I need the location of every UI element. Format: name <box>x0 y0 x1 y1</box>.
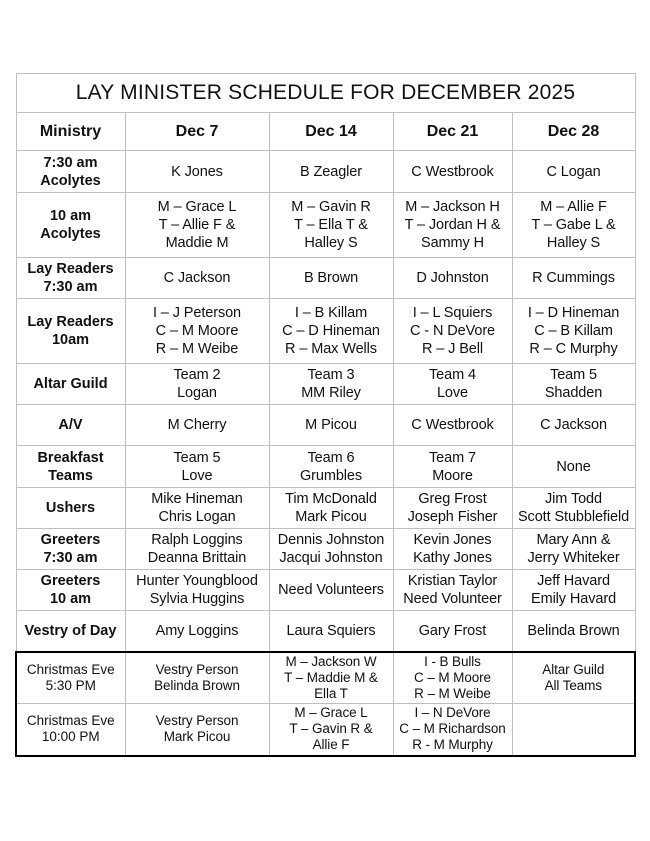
schedule-cell <box>512 193 635 258</box>
schedule-cell-line: Mike Hineman <box>151 491 243 507</box>
ministry-label <box>16 258 125 299</box>
schedule-cell-line: M – Jackson W <box>285 653 377 669</box>
schedule-cell <box>512 488 635 529</box>
schedule-cell-line: Greg Frost <box>418 491 487 507</box>
schedule-cell-line: Grumbles <box>299 467 363 484</box>
schedule-cell <box>125 488 269 529</box>
schedule-cell <box>125 364 269 405</box>
schedule-cell <box>269 446 393 488</box>
schedule-cell-line: Chris Logan <box>158 509 236 525</box>
schedule-cell-line: B Zeagler <box>300 163 362 180</box>
schedule-cell-line: Dennis Johnston <box>277 532 385 548</box>
schedule-cell-line: Gary Frost <box>418 622 487 639</box>
ministry-label-line: 7:30 am <box>43 550 98 566</box>
schedule-cell-line: Joseph Fisher <box>407 509 498 525</box>
schedule-cell-line: Ralph Loggins <box>151 532 243 548</box>
ministry-label-line: 10:00 PM <box>41 729 100 745</box>
schedule-table <box>15 73 636 757</box>
schedule-cell-line: Emily Havard <box>531 591 617 607</box>
schedule-cell-line: Team 5 <box>550 367 597 383</box>
schedule-cell <box>393 405 512 446</box>
schedule-cell-line: Mark Picou <box>295 509 367 525</box>
schedule-cell <box>125 570 269 611</box>
schedule-cell-line: M – Gavin R <box>291 199 371 215</box>
schedule-cell-line: Mary Ann & <box>536 532 611 548</box>
schedule-cell <box>512 258 635 299</box>
schedule-cell-line: C – B Killam <box>534 323 613 339</box>
schedule-cell-line: Jim Todd <box>545 491 602 507</box>
ministry-label <box>16 570 125 611</box>
schedule-cell <box>393 704 512 756</box>
schedule-cell-line: M – Allie F <box>540 199 607 215</box>
schedule-cell-line: I – J Peterson <box>152 305 242 321</box>
ministry-label <box>16 611 125 652</box>
schedule-cell-line: None <box>556 458 591 475</box>
schedule-cell-line: D Johnston <box>416 270 489 286</box>
schedule-cell-line: Jerry Whiteker <box>527 550 620 566</box>
schedule-cell-line: I – L Squiers <box>412 305 493 321</box>
schedule-cell <box>125 704 269 756</box>
schedule-cell <box>512 405 635 446</box>
schedule-cell-line: R - M Murphy <box>412 737 493 753</box>
table-row <box>16 364 635 405</box>
schedule-cell <box>393 258 512 299</box>
ministry-label <box>16 405 125 446</box>
ministry-label-line: Acolytes <box>40 172 101 189</box>
schedule-cell-line: T – Gavin R & <box>289 721 373 737</box>
schedule-cell-line: C – M Richardson <box>399 721 506 737</box>
ministry-label <box>16 652 125 704</box>
ministry-label <box>16 151 125 193</box>
schedule-cell <box>125 446 269 488</box>
schedule-cell <box>125 611 269 652</box>
schedule-cell-line: M Cherry <box>167 417 227 433</box>
ministry-label-line: Teams <box>48 467 93 484</box>
schedule-cell <box>393 570 512 611</box>
schedule-cell <box>125 405 269 446</box>
table-row <box>16 193 635 258</box>
ministry-label-line: 7:30 am <box>43 279 98 295</box>
schedule-cell-line: I – D Hineman <box>527 305 620 321</box>
schedule-cell <box>269 151 393 193</box>
schedule-cell-line: Vestry Person <box>155 661 239 677</box>
schedule-cell-line: Team 4 <box>429 367 476 383</box>
schedule-cell-line: Sylvia Huggins <box>149 591 245 607</box>
ministry-label-line: A/V <box>58 417 83 433</box>
schedule-cell <box>512 570 635 611</box>
table-row <box>16 611 635 652</box>
schedule-cell-line: B Brown <box>303 270 359 286</box>
column-header-dec-14: Dec 14 <box>269 113 393 151</box>
schedule-cell-line: Shadden <box>544 385 603 401</box>
schedule-cell-line: I – B Killam <box>294 305 368 321</box>
ministry-label-line: 10 am <box>49 591 92 607</box>
ministry-label <box>16 488 125 529</box>
schedule-cell <box>512 652 635 704</box>
ministry-label-line: 10 am <box>49 208 92 224</box>
schedule-cell-line: C Westbrook <box>411 163 494 180</box>
schedule-cell-line: Sammy H <box>421 235 484 251</box>
schedule-cell-line: C Jackson <box>163 270 231 286</box>
schedule-cell-line: Scott Stubblefield <box>517 509 630 525</box>
schedule-cell-line: Team 5 <box>173 449 221 466</box>
schedule-cell <box>269 364 393 405</box>
table-row <box>16 570 635 611</box>
schedule-cell <box>393 611 512 652</box>
column-header-dec-28: Dec 28 <box>512 113 635 151</box>
schedule-cell-line: R – J Bell <box>421 341 484 357</box>
christmas-eve-row <box>16 704 635 756</box>
ministry-label-line: Christmas Eve <box>26 661 115 677</box>
schedule-cell-line: Allie F <box>312 737 350 753</box>
schedule-cell <box>512 446 635 488</box>
schedule-cell <box>269 652 393 704</box>
schedule-cell <box>269 258 393 299</box>
table-row <box>16 299 635 364</box>
schedule-cell-line: R – C Murphy <box>529 341 618 357</box>
schedule-cell <box>125 258 269 299</box>
schedule-cell-line: Love <box>436 385 469 401</box>
schedule-cell <box>269 570 393 611</box>
schedule-cell <box>269 193 393 258</box>
schedule-cell-line: Belinda Brown <box>527 622 620 639</box>
ministry-label-line: Altar Guild <box>33 376 108 392</box>
schedule-cell <box>393 151 512 193</box>
ministry-label-line: Christmas Eve <box>26 713 115 729</box>
schedule-cell <box>269 488 393 529</box>
table-row <box>16 529 635 570</box>
schedule-cell-line: Jacqui Johnston <box>279 550 383 566</box>
schedule-cell-line: T – Maddie M & <box>284 669 378 685</box>
schedule-cell-line: Laura Squiers <box>286 622 376 639</box>
schedule-cell-line: MM Riley <box>301 385 361 401</box>
ministry-label-line: 7:30 am <box>43 154 98 171</box>
schedule-cell <box>393 364 512 405</box>
schedule-cell-line: Kathy Jones <box>413 550 492 566</box>
schedule-cell-line: Jeff Havard <box>537 573 610 589</box>
ministry-label-line: 10am <box>51 332 90 348</box>
schedule-cell-line: C Westbrook <box>411 417 494 433</box>
ministry-label-line: Greeters <box>40 532 101 548</box>
schedule-cell-line: C Logan <box>546 163 601 180</box>
schedule-cell <box>512 704 635 756</box>
schedule-cell-line: R – M Weibe <box>155 341 239 357</box>
schedule-cell-line: T – Allie F & <box>158 217 236 233</box>
ministry-label-line: Greeters <box>40 573 101 589</box>
schedule-cell <box>393 193 512 258</box>
ministry-label <box>16 193 125 258</box>
schedule-cell <box>125 299 269 364</box>
schedule-cell-line: C Jackson <box>540 417 607 433</box>
schedule-cell-line: I - B Bulls <box>424 653 481 669</box>
schedule-cell-line: M Picou <box>305 417 357 433</box>
ministry-label <box>16 364 125 405</box>
schedule-cell <box>125 151 269 193</box>
schedule-cell-line: Mark Picou <box>163 729 231 745</box>
table-row <box>16 405 635 446</box>
ministry-label-line: Breakfast <box>37 449 104 466</box>
schedule-cell <box>393 299 512 364</box>
schedule-cell <box>269 299 393 364</box>
schedule-cell <box>393 652 512 704</box>
schedule-cell-line: Team 7 <box>429 449 476 466</box>
schedule-cell-line: Logan <box>177 385 217 401</box>
schedule-cell-line: All Teams <box>544 677 602 693</box>
schedule-cell-line: Deanna Brittain <box>147 550 247 566</box>
ministry-label <box>16 299 125 364</box>
column-header-dec-7: Dec 7 <box>125 113 269 151</box>
schedule-cell <box>512 299 635 364</box>
schedule-cell-line: C – M Moore <box>155 323 239 339</box>
ministry-label-line: Vestry of Day <box>24 622 117 639</box>
schedule-cell-line: T – Ella T & <box>294 217 368 233</box>
schedule-cell <box>269 611 393 652</box>
schedule-cell-line: R – Max Wells <box>285 341 377 357</box>
schedule-cell <box>269 405 393 446</box>
schedule-cell-line: Altar Guild <box>542 661 605 677</box>
schedule-cell-line: R – M Weibe <box>414 685 491 701</box>
schedule-cell-line: M – Jackson H <box>405 199 500 215</box>
schedule-cell-line: R Cummings <box>532 270 615 286</box>
schedule-cell-line: Team 3 <box>307 367 355 383</box>
ministry-label-line: Acolytes <box>40 226 101 242</box>
ministry-label <box>16 446 125 488</box>
schedule-cell <box>125 193 269 258</box>
schedule-cell <box>393 446 512 488</box>
schedule-cell-line: Maddie M <box>165 235 229 251</box>
schedule-cell <box>125 652 269 704</box>
ministry-label-line: Lay Readers <box>27 314 114 330</box>
schedule-cell-line: Kevin Jones <box>413 532 492 548</box>
schedule-cell-line: C - N DeVore <box>409 323 496 339</box>
schedule-cell <box>269 529 393 570</box>
schedule-cell-line: M – Grace L <box>294 705 368 721</box>
schedule-cell <box>125 529 269 570</box>
ministry-label-line: Ushers <box>45 500 96 516</box>
schedule-cell-line: Love <box>181 467 213 484</box>
header-row <box>16 113 635 151</box>
schedule-cell-line: Halley S <box>546 235 601 251</box>
table-row <box>16 151 635 193</box>
schedule-cell-line: Hunter Youngblood <box>136 573 258 589</box>
ministry-label <box>16 704 125 756</box>
schedule-cell-line: Kristian Taylor <box>407 573 498 589</box>
ministry-label-line: 5:30 PM <box>45 677 96 693</box>
schedule-cell-line: T – Jordan H & <box>404 217 501 233</box>
schedule-cell <box>393 488 512 529</box>
schedule-cell-line: I – N DeVore <box>414 705 491 721</box>
schedule-cell-line: Team 6 <box>307 449 355 466</box>
schedule-cell <box>269 704 393 756</box>
schedule-cell-line: T – Gabe L & <box>531 217 616 233</box>
table-row <box>16 446 635 488</box>
schedule-cell <box>512 529 635 570</box>
schedule-cell-line: Amy Loggins <box>155 622 239 639</box>
schedule-cell-line: K Jones <box>171 163 223 180</box>
schedule-cell-line: Ella T <box>314 685 348 701</box>
schedule-cell-line: Halley S <box>304 235 358 251</box>
ministry-label <box>16 529 125 570</box>
ministry-label-line: Lay Readers <box>27 261 114 277</box>
schedule-cell-line: Team 2 <box>173 367 221 383</box>
schedule-cell <box>393 529 512 570</box>
schedule-cell-line: Need Volunteer <box>403 591 502 607</box>
column-header-ministry: Ministry <box>16 113 125 151</box>
schedule-cell <box>512 151 635 193</box>
table-row <box>16 488 635 529</box>
schedule-cell-line: C – M Moore <box>414 669 491 685</box>
page-title: LAY MINISTER SCHEDULE FOR DECEMBER 2025 <box>16 74 635 113</box>
christmas-eve-row <box>16 652 635 704</box>
schedule-cell-line: Need Volunteers <box>278 582 384 598</box>
schedule-cell <box>512 364 635 405</box>
schedule-cell-line: Tim McDonald <box>285 491 377 507</box>
schedule-cell-line: Belinda Brown <box>154 677 240 693</box>
table-row <box>16 258 635 299</box>
schedule-cell-line: Vestry Person <box>155 713 239 729</box>
schedule-cell <box>512 611 635 652</box>
column-header-dec-21: Dec 21 <box>393 113 512 151</box>
schedule-cell-line: Moore <box>432 467 473 484</box>
schedule-cell-line: C – D Hineman <box>282 323 380 339</box>
schedule-cell-line: M – Grace L <box>157 199 237 215</box>
